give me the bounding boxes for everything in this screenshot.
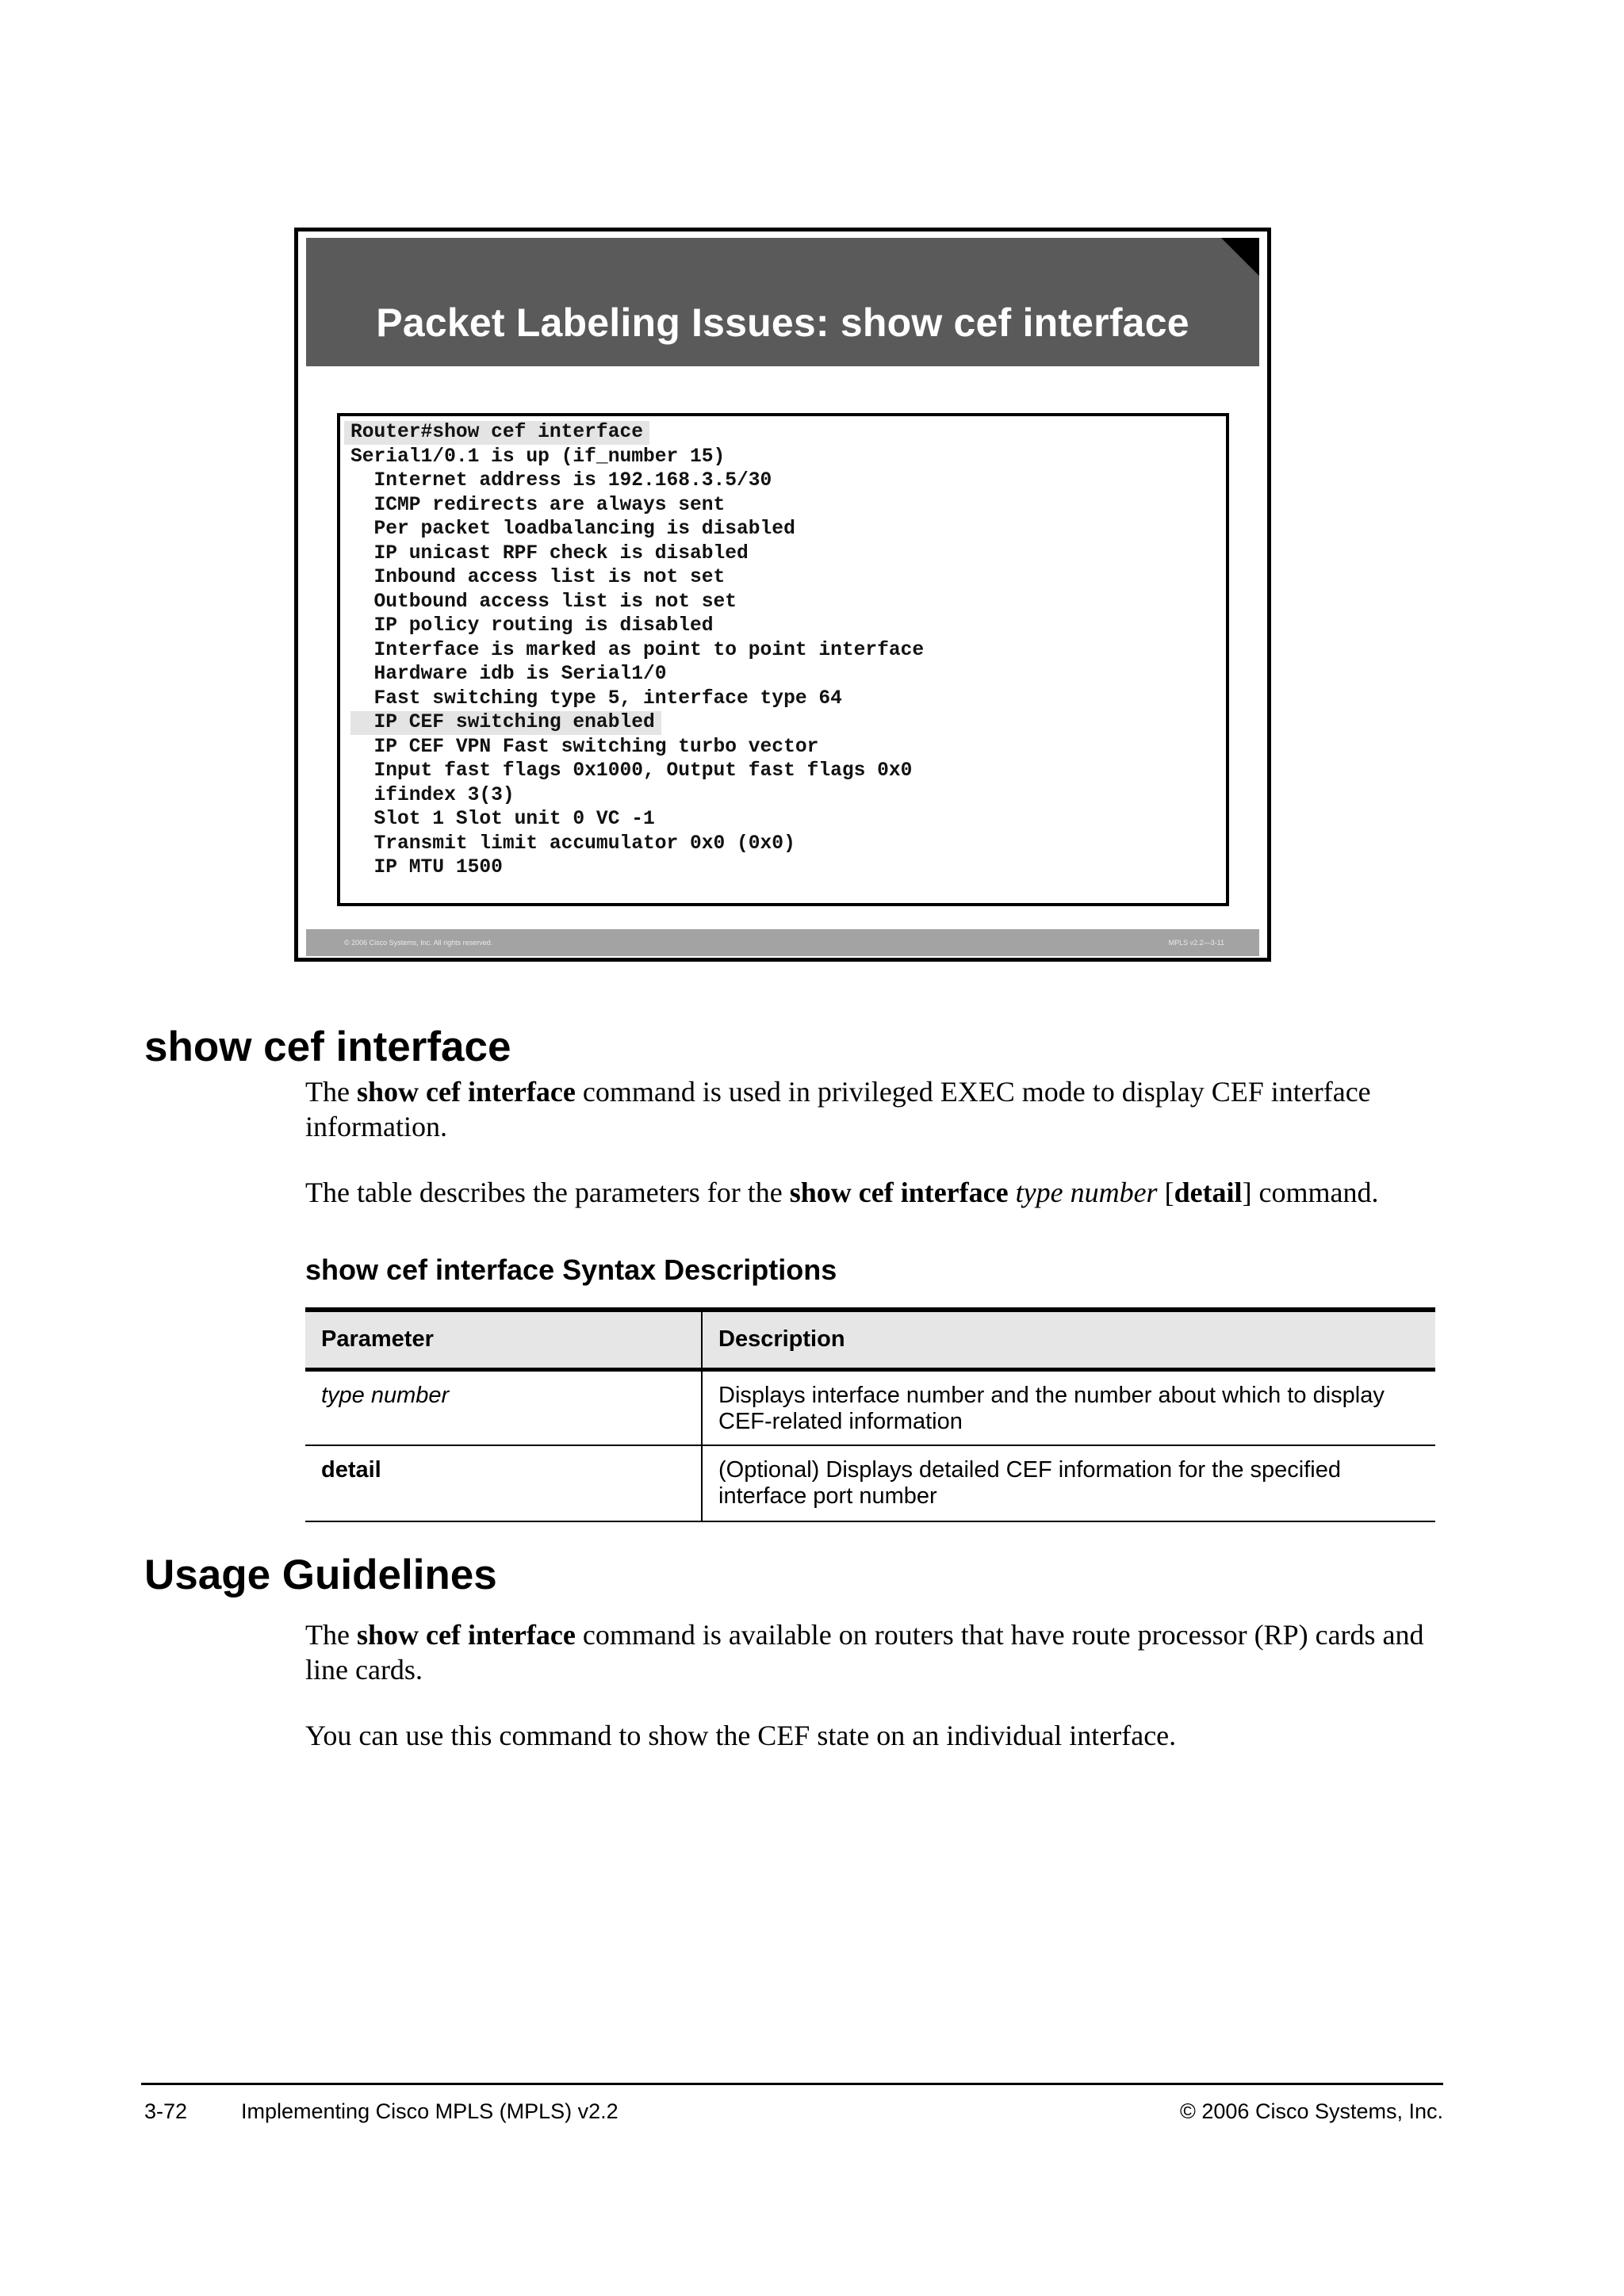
code-line: IP unicast RPF check is disabled <box>350 543 749 564</box>
keyword-name: detail <box>1174 1177 1243 1208</box>
slide-figure <box>294 228 1271 962</box>
code-line: Internet address is 192.168.3.5/30 <box>350 470 772 492</box>
slide-copyright: © 2006 Cisco Systems, Inc. All rights reserved. <box>344 939 493 947</box>
slide-title: Packet Labeling Issues: show cef interface <box>376 300 1189 345</box>
code-line: Hardware idb is Serial1/0 <box>350 664 667 685</box>
text: The <box>305 1619 357 1651</box>
code-line: Interface is marked as point to point interface <box>350 640 925 661</box>
slide-footer <box>306 929 1259 956</box>
code-line: Input fast flags 0x1000, Output fast flags 0x0 <box>350 760 913 782</box>
text: [ <box>1157 1177 1174 1208</box>
book-title: Implementing Cisco MPLS (MPLS) v2.2 <box>241 2099 619 2123</box>
syntax-table <box>305 1307 1435 1522</box>
footer-copyright: © 2006 Cisco Systems, Inc. <box>1179 2099 1443 2123</box>
code-line: Transmit limit accumulator 0x0 (0x0) <box>350 833 795 855</box>
table-row <box>305 1369 1435 1445</box>
code-line: IP MTU 1500 <box>350 857 503 878</box>
section-heading-show-cef-interface: show cef interface <box>144 1024 511 1070</box>
page-number: 3-72 <box>144 2099 188 2123</box>
paragraph-command-purpose <box>305 1074 1431 1144</box>
paragraph-availability <box>305 1617 1431 1687</box>
code-line: Per packet loadbalancing is disabled <box>350 519 795 540</box>
table-row <box>305 1445 1435 1521</box>
parameter-cell: detail <box>305 1445 702 1521</box>
code-line: Fast switching type 5, interface type 64 <box>350 688 842 710</box>
code-line: IP policy routing is disabled <box>350 615 714 637</box>
paragraph-usage: You can use this command to show the CEF state on an individual interface. <box>305 1720 1177 1751</box>
table-header-row <box>305 1310 1435 1369</box>
slide-header <box>306 238 1259 366</box>
slide-number: MPLS v2.2—3-11 <box>1168 939 1224 947</box>
code-line: Slot 1 Slot unit 0 VC -1 <box>350 809 655 830</box>
parameter-cell: type number <box>305 1369 702 1445</box>
column-header-description: Description <box>702 1310 1435 1369</box>
text: command is used in privileged EXEC mode to display CEF interface information. <box>305 1076 1371 1142</box>
table-caption: show cef interface Syntax Descriptions <box>305 1253 837 1286</box>
description-cell: (Optional) Displays detailed CEF information for the specified interface port number <box>702 1445 1435 1521</box>
command-name: show cef interface <box>789 1177 1009 1208</box>
text: The table describes the parameters for the <box>305 1177 790 1208</box>
code-line: ICMP redirects are always sent <box>350 495 726 516</box>
text: command is available on routers that have route processor (RP) cards and line cards. <box>305 1619 1424 1686</box>
code-line: Inbound access list is not set <box>350 567 726 588</box>
description-cell: Displays interface number and the number about which to display CEF-related information <box>702 1369 1435 1445</box>
code-output-box <box>337 413 1229 906</box>
argument-name: type number <box>1015 1177 1158 1208</box>
command-name: show cef interface <box>356 1076 576 1108</box>
command-name: show cef interface <box>356 1619 576 1651</box>
text: ] command. <box>1242 1177 1379 1208</box>
code-line: IP CEF VPN Fast switching turbo vector <box>350 737 819 758</box>
code-line: ifindex 3(3) <box>350 785 515 806</box>
code-line-command: Router#show cef interface <box>344 421 649 445</box>
section-heading-usage-guidelines: Usage Guidelines <box>144 1552 497 1598</box>
code-line: Outbound access list is not set <box>350 591 737 613</box>
code-line-highlighted: IP CEF switching enabled <box>350 711 661 735</box>
paragraph-table-intro <box>305 1175 1431 1210</box>
code-line: Serial1/0.1 is up (if_number 15) <box>350 446 726 468</box>
text <box>1009 1177 1016 1208</box>
column-header-parameter: Parameter <box>305 1310 702 1369</box>
slide-corner-mark <box>1221 238 1259 276</box>
footer-rule <box>141 2083 1443 2085</box>
text: The <box>305 1076 357 1108</box>
